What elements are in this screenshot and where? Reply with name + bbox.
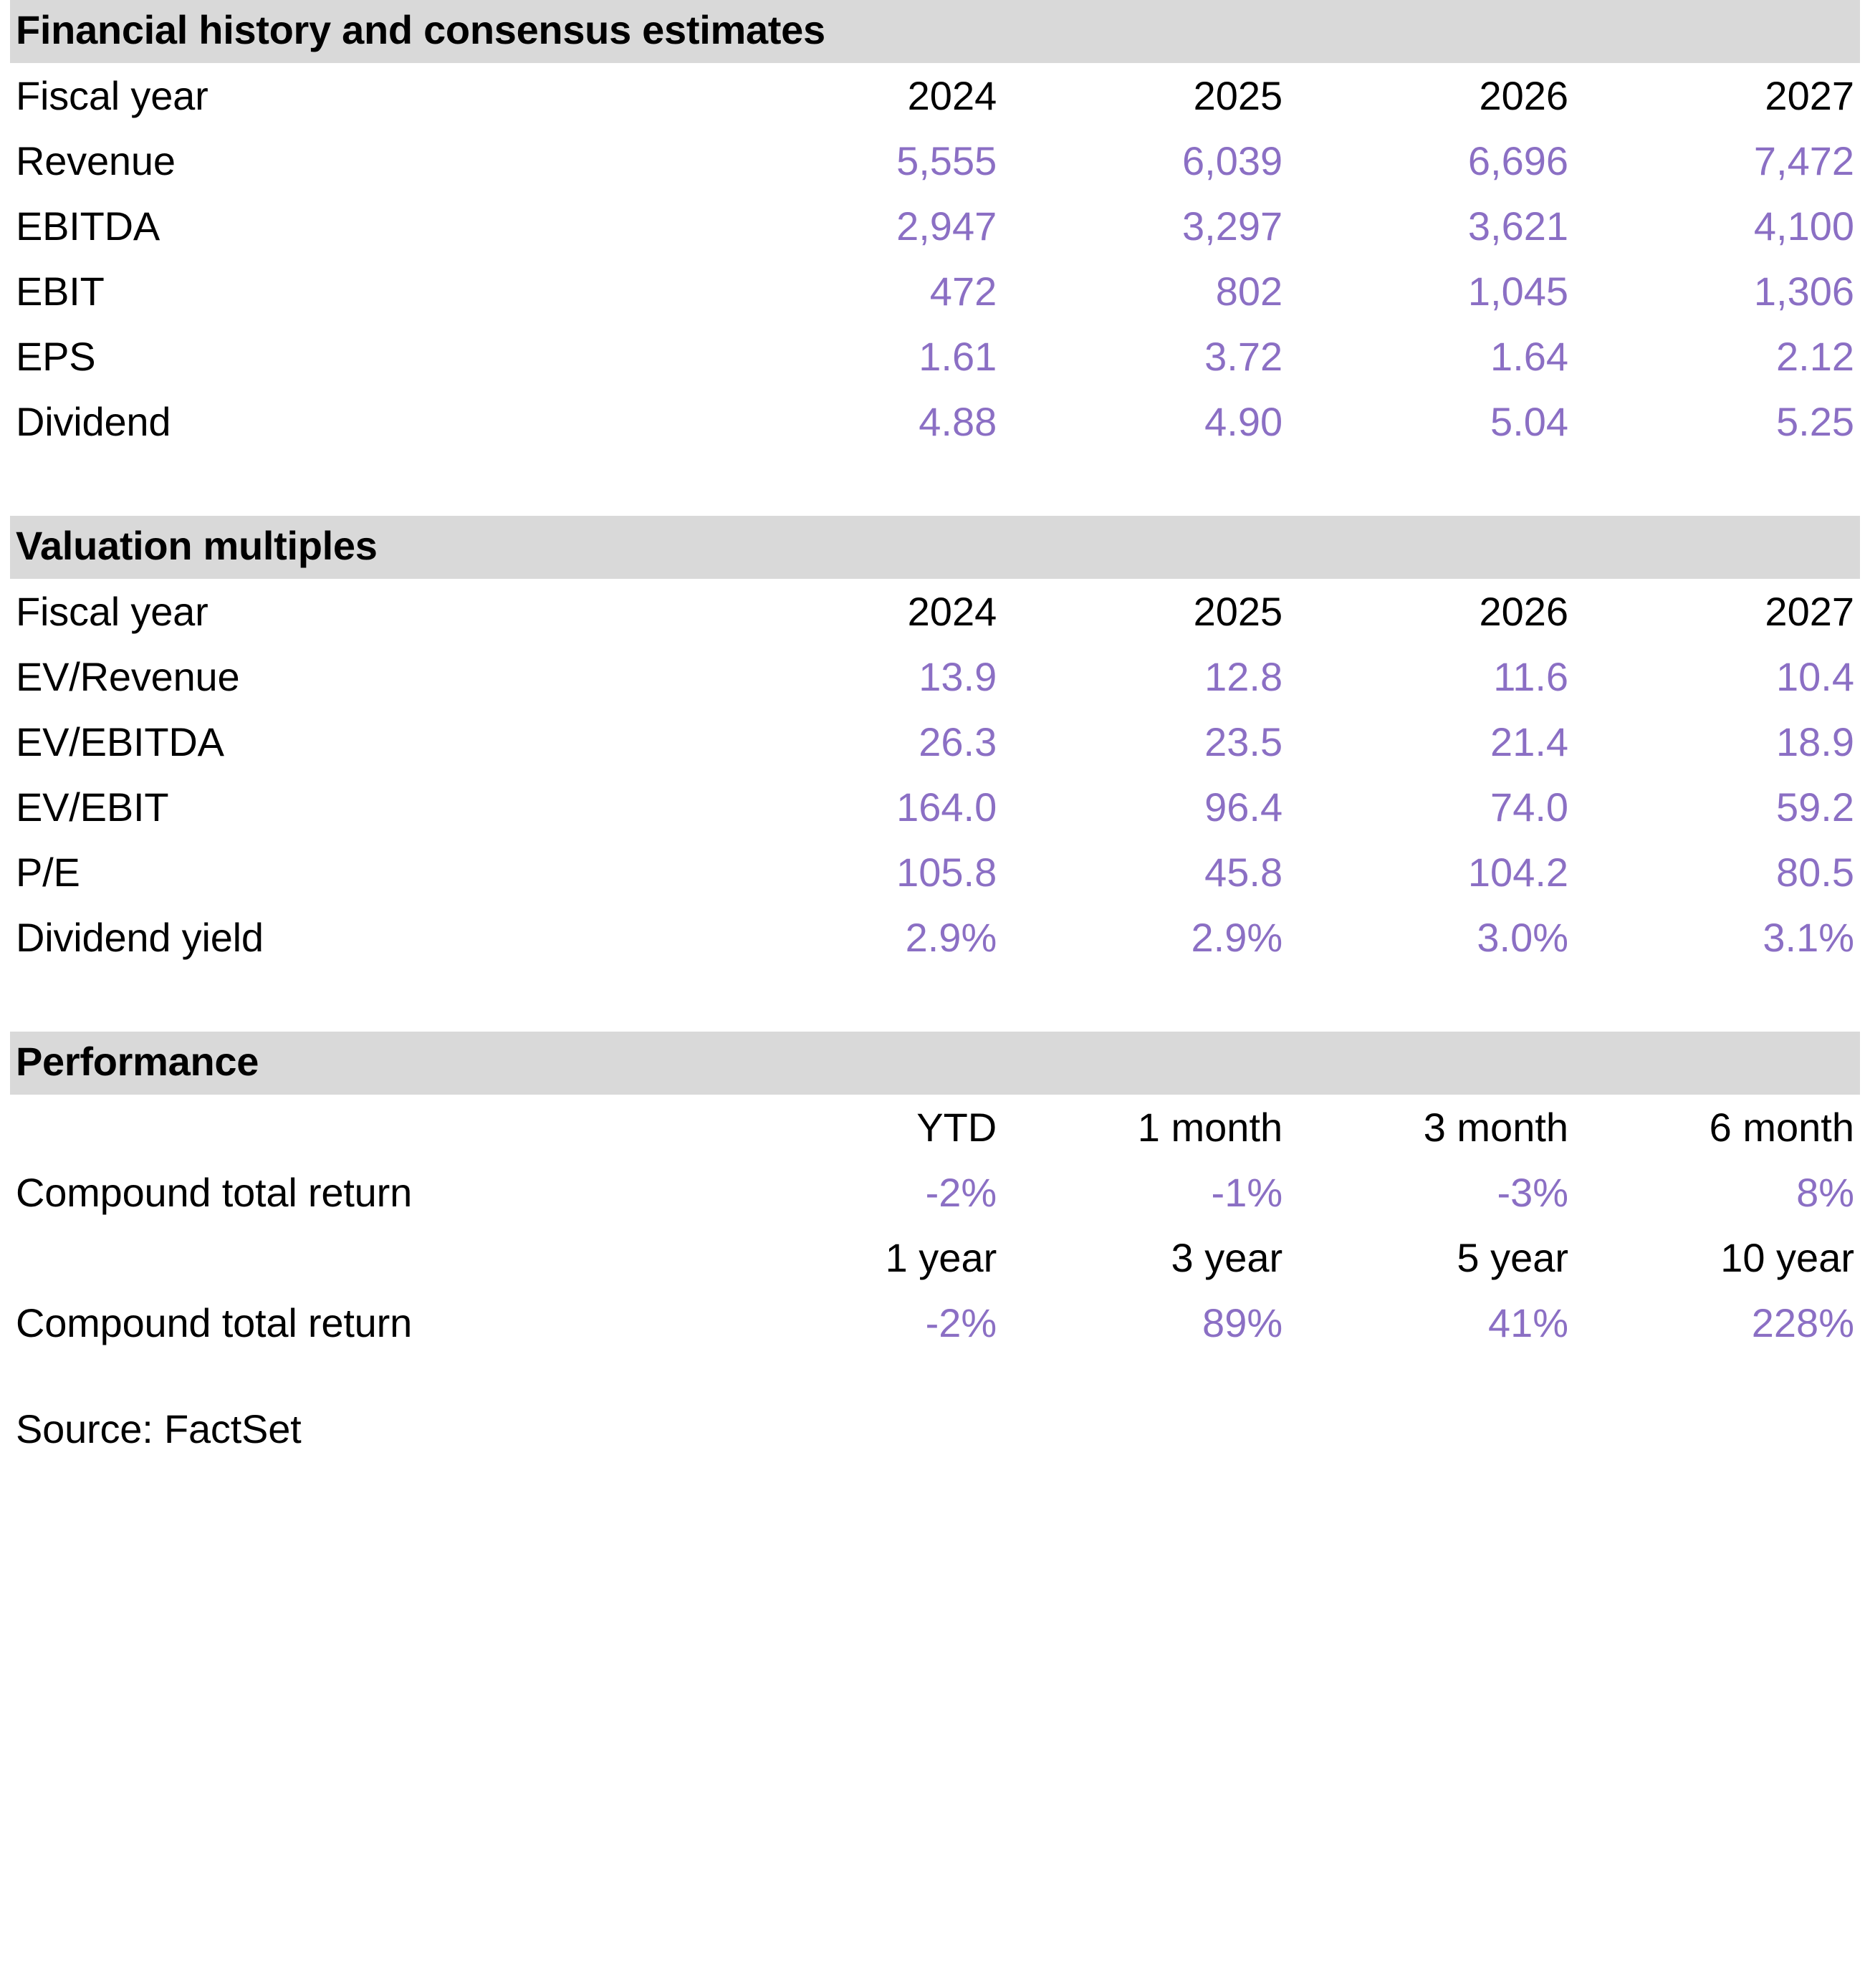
cell-return-1-month: -1% — [1211, 1170, 1283, 1215]
table-row — [10, 709, 1860, 774]
performance-section-title: Performance — [10, 1032, 1860, 1095]
cell-dividend-yield-2026: 3.0% — [1477, 915, 1569, 960]
cell-dividend-2026: 5.04 — [1490, 399, 1569, 444]
cell-revenue-2026: 6,696 — [1467, 138, 1569, 183]
valuation-header-col-3: 2026 — [1479, 589, 1569, 634]
valuation-header-col-4: 2027 — [1765, 589, 1854, 634]
cell-ev-ebitda-2027: 18.9 — [1776, 719, 1854, 764]
cell-eps-2025: 3.72 — [1204, 334, 1283, 379]
valuation-column-header-row — [10, 579, 1860, 644]
cell-eps-2026: 1.64 — [1490, 334, 1569, 379]
performance-header-1-year: 1 year — [885, 1235, 997, 1280]
row-label-dividend-yield: Dividend yield — [16, 915, 264, 960]
cell-return-1-year: -2% — [925, 1300, 997, 1345]
cell-ev-ebit-2026: 74.0 — [1490, 784, 1569, 830]
valuation-section-title: Valuation multiples — [10, 516, 1860, 579]
table-row — [10, 774, 1860, 840]
cell-ebitda-2024: 2,947 — [896, 203, 997, 249]
performance-header-ytd: YTD — [916, 1105, 997, 1150]
performance-section-header — [10, 1032, 1860, 1095]
cell-ev-ebit-2025: 96.4 — [1204, 784, 1283, 830]
row-label-pe: P/E — [16, 850, 80, 895]
performance-header-6-month: 6 month — [1709, 1105, 1854, 1150]
table-row — [10, 193, 1860, 259]
cell-return-5-year: 41% — [1487, 1300, 1569, 1345]
performance-header-5-year: 5 year — [1457, 1235, 1569, 1280]
performance-long-header-row — [10, 1225, 1860, 1290]
cell-ebitda-2026: 3,621 — [1467, 203, 1569, 249]
cell-ebit-2027: 1,306 — [1753, 269, 1854, 314]
row-label-ebit: EBIT — [16, 269, 105, 314]
table-row — [10, 905, 1860, 970]
table-row — [10, 644, 1860, 709]
valuation-header-col-2: 2025 — [1193, 589, 1283, 634]
row-label-compound-total-return-short: Compound total return — [16, 1170, 413, 1215]
cell-ev-ebitda-2024: 26.3 — [919, 719, 997, 764]
financials-table — [10, 0, 1860, 454]
performance-header-1-month: 1 month — [1137, 1105, 1283, 1150]
performance-header-3-year: 3 year — [1171, 1235, 1283, 1280]
performance-short-header-row — [10, 1095, 1860, 1160]
performance-short-header-label — [10, 1095, 716, 1160]
source-note: Source: FactSet — [16, 1406, 302, 1451]
cell-revenue-2025: 6,039 — [1182, 138, 1283, 183]
financials-column-header-row — [10, 63, 1860, 128]
section-spacer — [10, 970, 1860, 1032]
cell-ev-revenue-2026: 11.6 — [1493, 654, 1569, 699]
financials-header-col-4: 2027 — [1765, 73, 1854, 118]
financials-section-header — [10, 0, 1860, 63]
performance-header-3-month: 3 month — [1423, 1105, 1569, 1150]
table-row — [10, 128, 1860, 193]
financials-header-col-2: 2025 — [1193, 73, 1283, 118]
section-spacer — [10, 454, 1860, 516]
performance-long-header-label — [10, 1225, 716, 1290]
cell-ebit-2025: 802 — [1215, 269, 1283, 314]
cell-pe-2024: 105.8 — [896, 850, 997, 895]
cell-ev-revenue-2025: 12.8 — [1204, 654, 1283, 699]
cell-pe-2025: 45.8 — [1204, 850, 1283, 895]
performance-header-10-year: 10 year — [1720, 1235, 1854, 1280]
cell-return-3-month: -3% — [1497, 1170, 1569, 1215]
cell-eps-2027: 2.12 — [1776, 334, 1854, 379]
cell-return-10-year: 228% — [1751, 1300, 1854, 1345]
table-row — [10, 259, 1860, 324]
cell-revenue-2027: 7,472 — [1753, 138, 1854, 183]
cell-ebit-2026: 1,045 — [1467, 269, 1569, 314]
valuation-section-header — [10, 516, 1860, 579]
cell-ebit-2024: 472 — [929, 269, 997, 314]
footer-spacer — [10, 1355, 1860, 1398]
cell-ev-ebitda-2025: 23.5 — [1204, 719, 1283, 764]
cell-pe-2027: 80.5 — [1776, 850, 1854, 895]
cell-ev-ebit-2024: 164.0 — [896, 784, 997, 830]
table-row — [10, 840, 1860, 905]
row-label-ev-ebit: EV/EBIT — [16, 784, 169, 830]
cell-dividend-2025: 4.90 — [1204, 399, 1283, 444]
cell-ev-revenue-2027: 10.4 — [1776, 654, 1854, 699]
cell-revenue-2024: 5,555 — [896, 138, 997, 183]
row-label-ev-ebitda: EV/EBITDA — [16, 719, 224, 764]
row-label-eps: EPS — [16, 334, 96, 379]
financials-section-title: Financial history and consensus estimates — [10, 0, 1860, 63]
cell-return-3-year: 89% — [1202, 1300, 1283, 1345]
table-row — [10, 1160, 1860, 1225]
cell-dividend-2027: 5.25 — [1776, 399, 1854, 444]
row-label-compound-total-return-long: Compound total return — [16, 1300, 413, 1345]
financials-header-label: Fiscal year — [16, 73, 208, 118]
row-label-dividend: Dividend — [16, 399, 171, 444]
financials-header-col-1: 2024 — [907, 73, 997, 118]
table-row — [10, 1290, 1860, 1355]
row-label-ebitda: EBITDA — [16, 203, 160, 249]
cell-return-ytd: -2% — [925, 1170, 997, 1215]
valuation-header-col-1: 2024 — [907, 589, 997, 634]
cell-dividend-2024: 4.88 — [919, 399, 997, 444]
cell-dividend-yield-2027: 3.1% — [1763, 915, 1854, 960]
cell-pe-2026: 104.2 — [1467, 850, 1569, 895]
table-row — [10, 389, 1860, 454]
valuation-table — [10, 516, 1860, 970]
cell-ev-revenue-2024: 13.9 — [919, 654, 997, 699]
cell-ebitda-2027: 4,100 — [1753, 203, 1854, 249]
cell-return-6-month: 8% — [1796, 1170, 1854, 1215]
valuation-header-label: Fiscal year — [16, 589, 208, 634]
financials-header-col-3: 2026 — [1479, 73, 1569, 118]
cell-ebitda-2025: 3,297 — [1182, 203, 1283, 249]
cell-ev-ebit-2027: 59.2 — [1776, 784, 1854, 830]
row-label-revenue: Revenue — [16, 138, 176, 183]
cell-eps-2024: 1.61 — [919, 334, 997, 379]
performance-table — [10, 1032, 1860, 1355]
cell-ev-ebitda-2026: 21.4 — [1490, 719, 1569, 764]
cell-dividend-yield-2024: 2.9% — [905, 915, 997, 960]
row-label-ev-revenue: EV/Revenue — [16, 654, 240, 699]
table-row — [10, 324, 1860, 389]
cell-dividend-yield-2025: 2.9% — [1191, 915, 1283, 960]
